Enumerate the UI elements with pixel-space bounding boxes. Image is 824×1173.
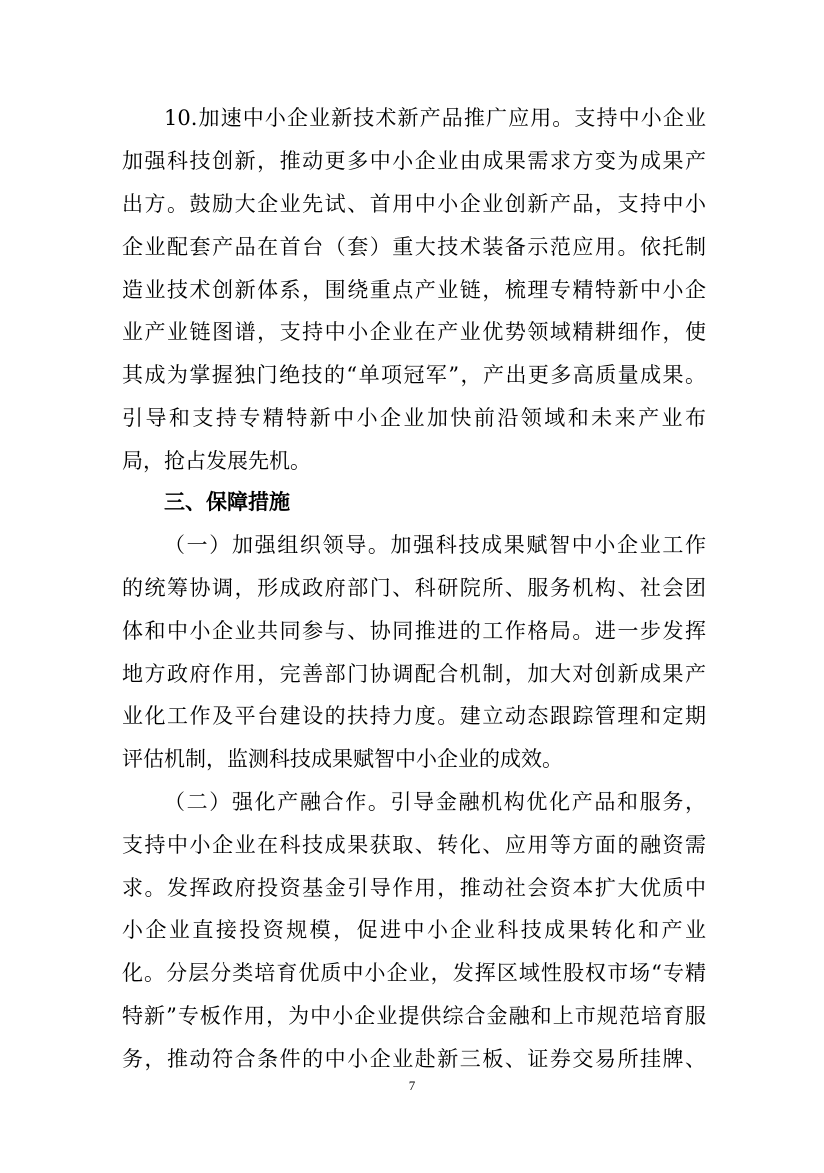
paragraph-line: 支持中小企业在科技成果获取、转化、应用等方面的融资需 bbox=[122, 833, 706, 857]
paragraph-line: 务，推动符合条件的中小企业赴新三板、证券交易所挂牌、 bbox=[122, 1047, 706, 1071]
paragraph-line: （二）强化产融合作。引导金融机构优化产品和服务， bbox=[164, 790, 706, 814]
paragraph-line: 求。发挥政府投资基金引导作用，推动社会资本扩大优质中 bbox=[122, 876, 706, 900]
paragraph-line: 造业技术创新体系，围绕重点产业链，梳理专精特新中小企 bbox=[122, 278, 706, 302]
section-heading: 三、保障措施 bbox=[164, 490, 290, 514]
paragraph-line: 小企业直接投资规模，促进中小企业科技成果转化和产业 bbox=[122, 918, 706, 942]
paragraph-line: 地方政府作用，完善部门协调配合机制，加大对创新成果产 bbox=[122, 662, 706, 686]
paragraph-line: 引导和支持专精特新中小企业加快前沿领域和未来产业布 bbox=[122, 406, 706, 430]
paragraph-line: 局，抢占发展先机。 bbox=[122, 449, 311, 473]
paragraph-line: 业化工作及平台建设的扶持力度。建立动态跟踪管理和定期 bbox=[122, 704, 706, 728]
paragraph-line: 其成为掌握独门绝技的“单项冠军”，产出更多高质量成果。 bbox=[122, 363, 706, 387]
paragraph-line: 体和中小企业共同参与、协同推进的工作格局。进一步发挥 bbox=[122, 619, 706, 643]
page-number: 7 bbox=[408, 1078, 416, 1093]
paragraph-line: 化。分层分类培育优质中小企业，发挥区域性股权市场“专精 bbox=[122, 961, 706, 985]
paragraph-line: 业产业链图谱，支持中小企业在产业优势领域精耕细作，使 bbox=[122, 320, 706, 344]
paragraph-line: 10.加速中小企业新技术新产品推广应用。支持中小企业 bbox=[164, 106, 706, 130]
paragraph-line: （一）加强组织领导。加强科技成果赋智中小企业工作 bbox=[164, 533, 706, 557]
paragraph-line: 出方。鼓励大企业先试、首用中小企业创新产品，支持中小 bbox=[122, 192, 706, 216]
paragraph-line: 的统筹协调，形成政府部门、科研院所、服务机构、社会团 bbox=[122, 576, 706, 600]
paragraph-line: 企业配套产品在首台（套）重大技术装备示范应用。依托制 bbox=[122, 235, 706, 259]
paragraph-line: 加强科技创新，推动更多中小企业由成果需求方变为成果产 bbox=[122, 149, 706, 173]
paragraph-line: 评估机制，监测科技成果赋智中小企业的成效。 bbox=[122, 747, 563, 771]
paragraph-line: 特新”专板作用，为中小企业提供综合金融和上市规范培育服 bbox=[122, 1004, 706, 1028]
